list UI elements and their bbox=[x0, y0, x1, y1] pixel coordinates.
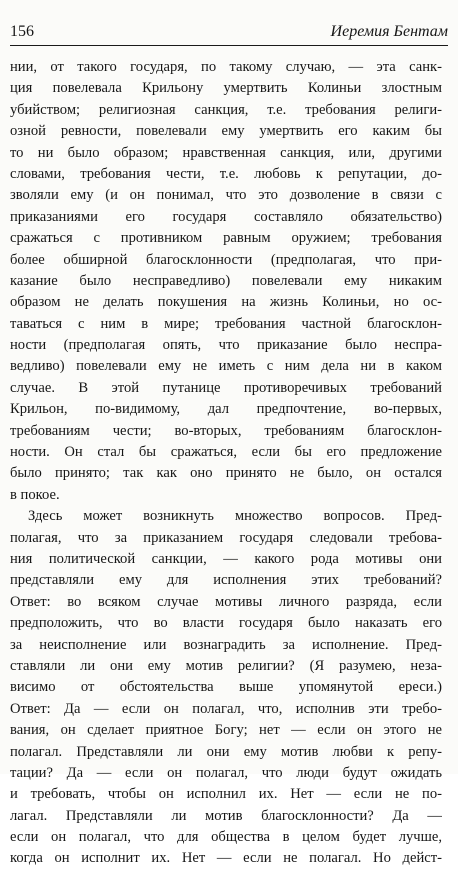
text-line: полагая, что за приказанием государя следовали требова- bbox=[10, 529, 442, 546]
text-line: за неисполнение или вознаградить за исполнение. Пред- bbox=[10, 636, 442, 653]
text-line: нии, от такого государя, по такому случаю, — эта санк- bbox=[10, 59, 442, 75]
text-line: вания, он сделает приятное Богу; нет — если он этого не bbox=[10, 722, 442, 739]
text-line: случае. В этой путанице противоречивых требований bbox=[10, 379, 442, 396]
text-line: Здесь может возникнуть множество вопросов. Пред- bbox=[28, 508, 442, 525]
text-line: ния политической санкции, — какого рода мотивы они bbox=[10, 550, 442, 567]
text-line: ция повелевала Крильону умертвить Колиньи злостным bbox=[10, 80, 442, 97]
text-line: ведливо) повелевали ему не иметь с ним дела ни в каком bbox=[10, 358, 442, 375]
text-line: тации? Да — если он полагал, что люди будут ожидать bbox=[10, 764, 442, 781]
text-line: когда он исполнит их. Нет — если не полагал. Но дейст- bbox=[10, 850, 442, 867]
text-line: висимо от обстоятельства выше упомянутой ереси.) bbox=[10, 679, 442, 696]
page-number: 156 bbox=[10, 23, 34, 40]
running-title: Иеремия Бентам bbox=[330, 23, 448, 40]
text-line: если он полагал, что для общества в целом будет лучше, bbox=[10, 829, 442, 846]
text-line: приказаниями его государя составляло обязательство) bbox=[10, 208, 442, 225]
text-line: Крильон, по-видимому, дал предпочтение, во-первых, bbox=[10, 401, 442, 418]
text-line: требованиям чести; во-вторых, требованиям благосклон- bbox=[10, 422, 442, 439]
text-line: и требовать, чтобы он исполнил их. Нет — если не по- bbox=[10, 786, 442, 803]
text-line: предположить, что во власти государя было наказать его bbox=[10, 615, 442, 632]
text-line: более обширной благосклонности (предполагая, что при- bbox=[10, 251, 442, 268]
text-line: ности (предполагая опять, что приказание было неспра- bbox=[10, 337, 442, 354]
text-line: Ответ: Да — если он полагал, что, исполнив эти требо- bbox=[10, 700, 442, 717]
text-line: ности. Он стал бы сражаться, если бы его предложение bbox=[10, 444, 442, 461]
body-text bbox=[10, 57, 442, 870]
text-line: убийством; религиозная санкция, т.е. требования религи- bbox=[10, 101, 442, 118]
text-line: зволяли ему (и он понимал, что это дозволение в связи с bbox=[10, 187, 442, 204]
text-line: образом не делать покушения на жизнь Колиньи, но ос- bbox=[10, 294, 442, 311]
text-line: ставляли ли они ему мотив религии? (Я разумею, неза- bbox=[10, 657, 442, 674]
page-header bbox=[10, 22, 448, 42]
text-line: лагал. Представляли ли мотив благосклонности? Да — bbox=[10, 807, 442, 824]
header-rule bbox=[10, 45, 448, 46]
text-line: сражаться с противником равным оружием; требования bbox=[10, 230, 442, 247]
text-line: казание было несправедливо) повелевали ему никаким bbox=[10, 272, 442, 289]
text-line: в покое. bbox=[10, 486, 60, 503]
text-line: было принято; так как оно принято не было, он остался bbox=[10, 465, 442, 482]
text-line: представляли ему для исполнения этих требований? bbox=[10, 572, 442, 589]
text-line: таваться с ним в мире; требования частной благосклон- bbox=[10, 315, 442, 332]
text-line: словами, требования чести, т.е. любовь к репутации, до- bbox=[10, 165, 442, 182]
text-line: полагал. Представляли ли они ему мотив любви к репу- bbox=[10, 743, 442, 760]
text-line: озной ревности, повелевали ему умертвить его каким бы bbox=[10, 123, 442, 140]
text-line: то ни было образом; нравственная санкция, или, другими bbox=[10, 144, 442, 161]
text-line: Ответ: во всяком случае мотивы личного разряда, если bbox=[10, 593, 442, 610]
